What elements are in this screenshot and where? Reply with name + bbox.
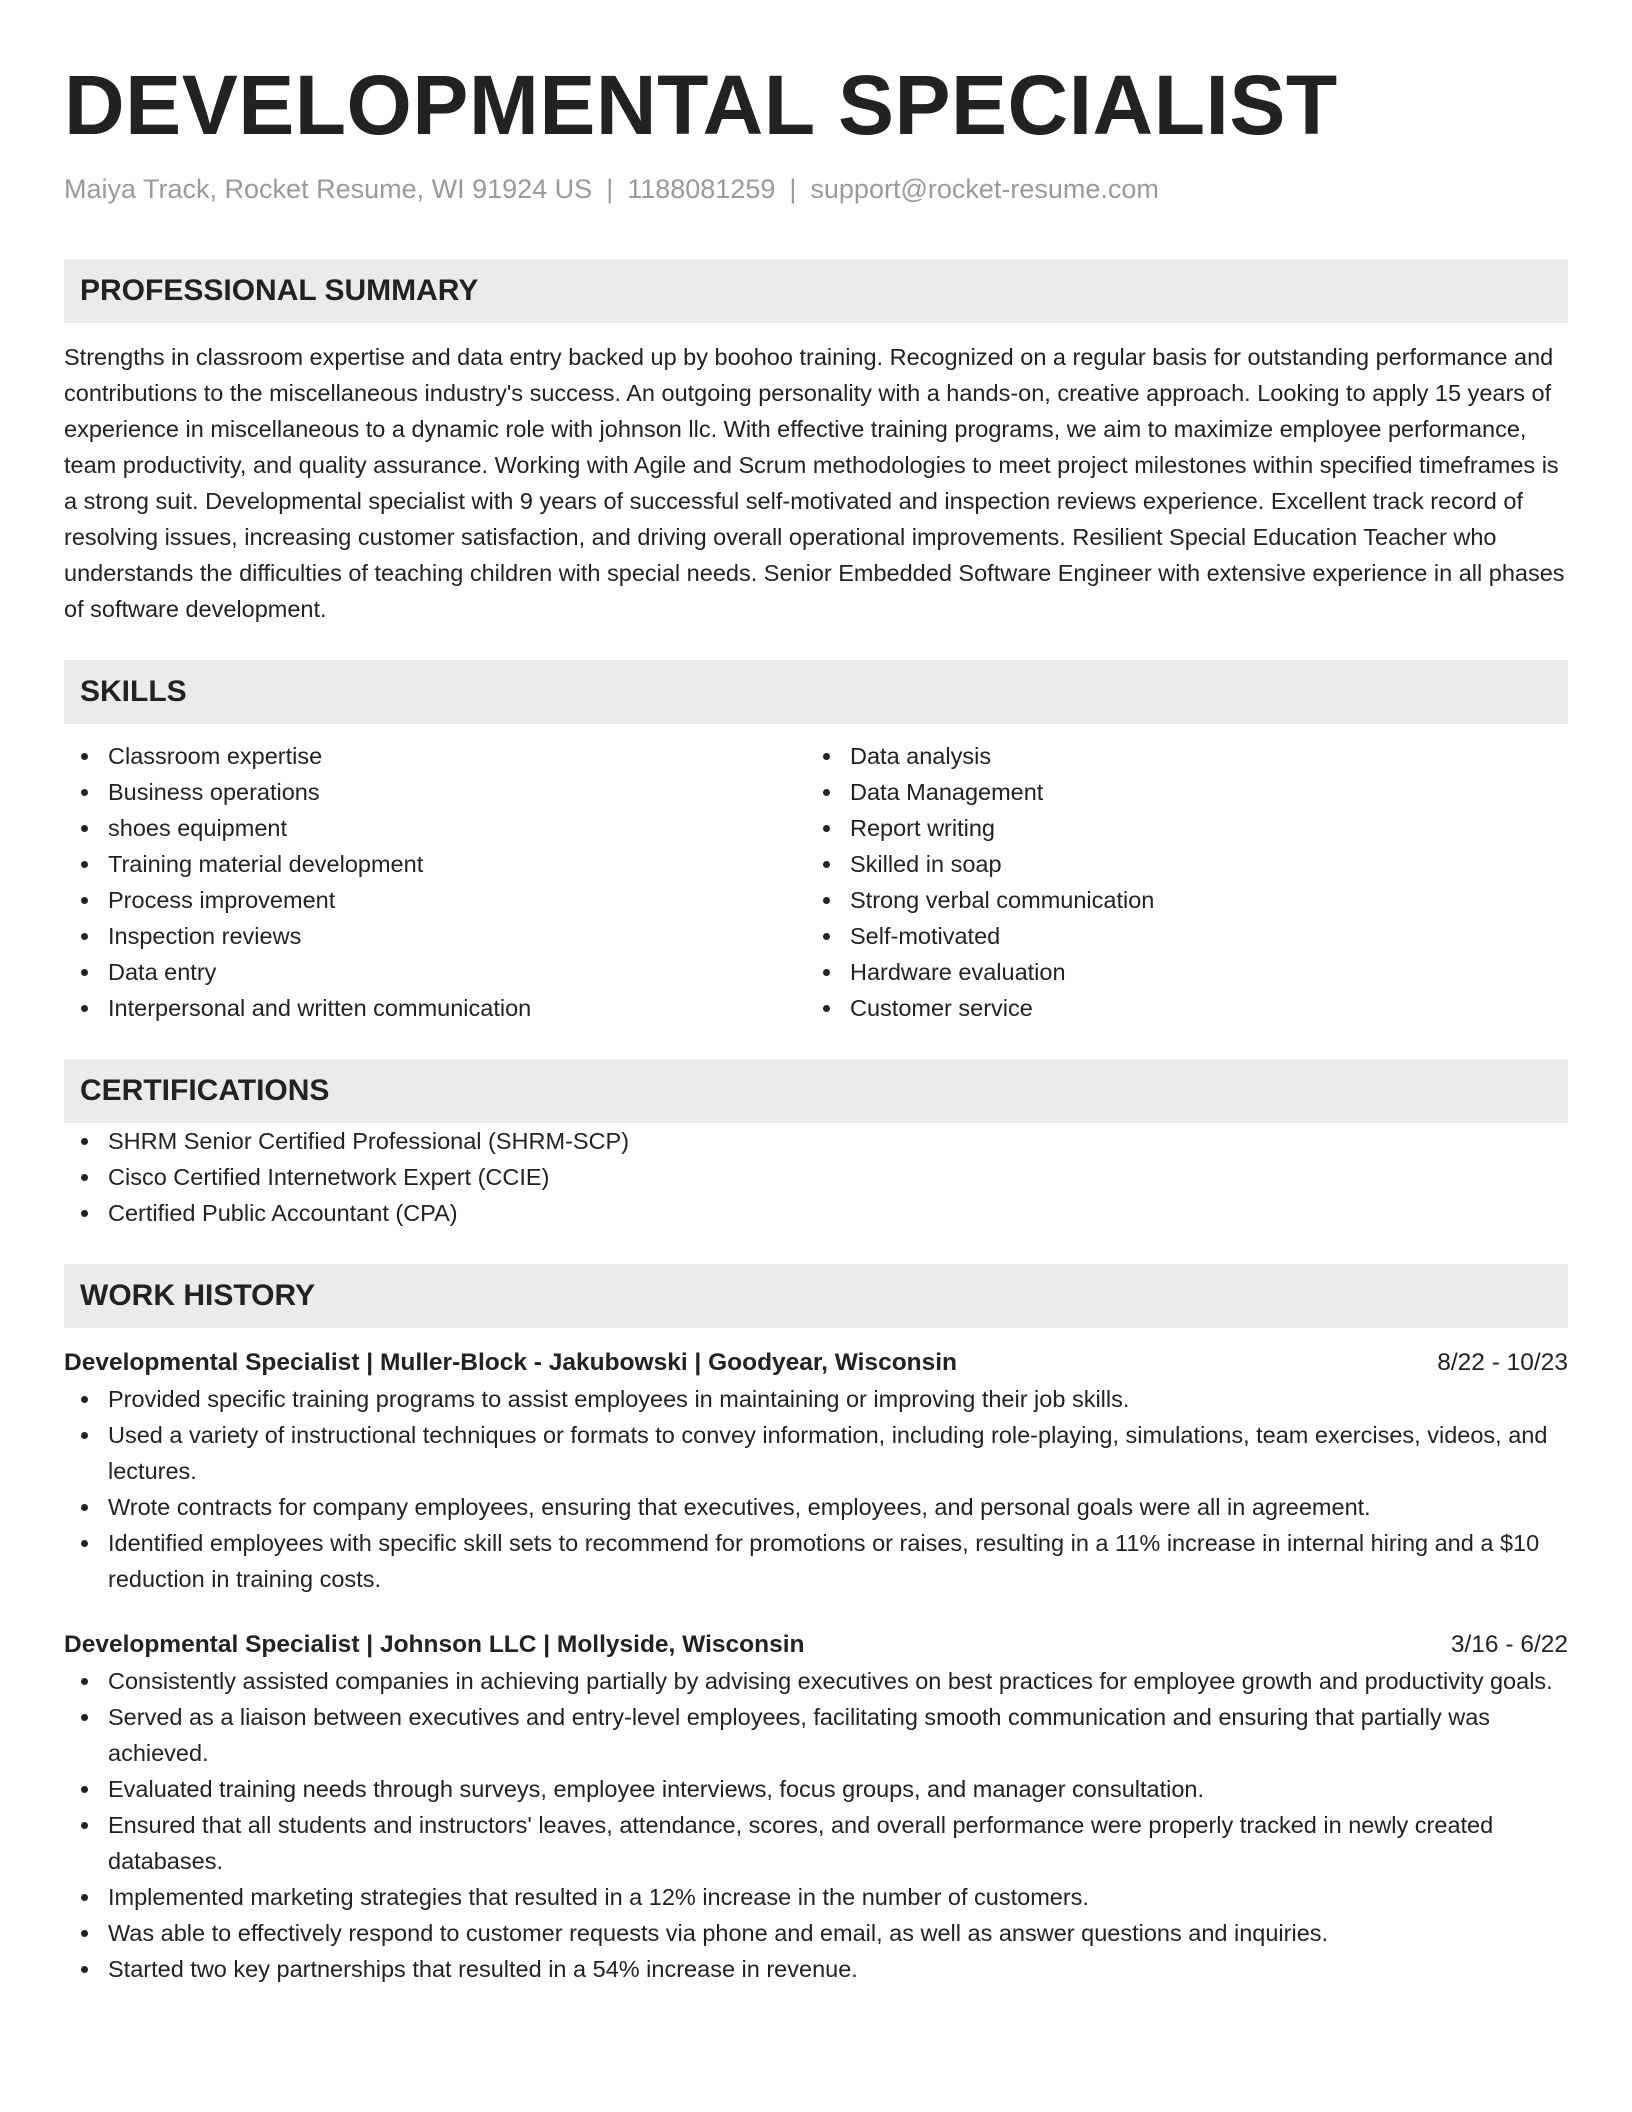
work-history-section-header (64, 1264, 1568, 1328)
job-bullet: Used a variety of instructional techniques or formats to convey information, including role-playing, simulations, team exercises, videos, and lectures. (64, 1417, 1568, 1489)
job-bullet: Served as a liaison between executives and entry-level employees, facilitating smooth communication and ensuring that partially was achieved. (64, 1699, 1568, 1771)
certification-item: SHRM Senior Certified Professional (SHRM-SCP) (64, 1123, 1568, 1159)
contact-line (64, 171, 1568, 207)
contact-separator: | (606, 174, 614, 204)
skill-item: Process improvement (64, 882, 806, 918)
job-entry (64, 1627, 1568, 1987)
certification-item: Certified Public Accountant (CPA) (64, 1195, 1568, 1231)
skill-item: Classroom expertise (64, 738, 806, 774)
skills-heading: SKILLS (80, 675, 187, 708)
contact-email: support@rocket-resume.com (810, 174, 1159, 204)
job-entry (64, 1345, 1568, 1597)
job-header (64, 1345, 1568, 1381)
job-bullet: Wrote contracts for company employees, ensuring that executives, employees, and personal goals were all in agreement. (64, 1489, 1568, 1525)
job-bullet-list (64, 1381, 1568, 1597)
skill-item: Inspection reviews (64, 918, 806, 954)
contact-phone: 1188081259 (627, 174, 776, 204)
job-bullet: Ensured that all students and instructors' leaves, attendance, scores, and overall performance were properly tracked in newly created databases. (64, 1807, 1568, 1879)
skill-item: Strong verbal communication (806, 882, 1548, 918)
job-title: Developmental Specialist | Muller-Block - Jakubowski | Goodyear, Wisconsin (64, 1349, 958, 1376)
skill-item: Hardware evaluation (806, 954, 1548, 990)
job-dates: 8/22 - 10/23 (1437, 1349, 1568, 1376)
skill-item: shoes equipment (64, 810, 806, 846)
summary-heading: PROFESSIONAL SUMMARY (80, 274, 479, 307)
skill-item: Data Management (806, 774, 1548, 810)
summary-section-header (64, 259, 1568, 323)
certifications-section-header (64, 1059, 1568, 1123)
job-bullet: Started two key partnerships that resulted in a 54% increase in revenue. (64, 1951, 1568, 1987)
skill-item: Data analysis (806, 738, 1548, 774)
skill-item: Skilled in soap (806, 846, 1548, 882)
job-dates: 3/16 - 6/22 (1450, 1631, 1568, 1658)
contact-separator: | (789, 174, 797, 204)
resume-name-title: DEVELOPMENTAL SPECIALIST (64, 58, 1338, 152)
work-history-heading: WORK HISTORY (80, 1279, 316, 1312)
job-bullet: Evaluated training needs through surveys, employee interviews, focus groups, and manager consultation. (64, 1771, 1568, 1807)
skills-section-header (64, 660, 1568, 724)
skill-item: Customer service (806, 990, 1548, 1026)
skills-list-left (64, 738, 806, 1026)
job-bullet: Provided specific training programs to assist employees in maintaining or improving their job skills. (64, 1381, 1568, 1417)
certifications-list (64, 1123, 1568, 1231)
certification-item: Cisco Certified Internetwork Expert (CCIE) (64, 1159, 1568, 1195)
skill-item: Report writing (806, 810, 1548, 846)
job-bullet: Consistently assisted companies in achieving partially by advising executives on best practices for employee growth and productivity goals. (64, 1663, 1568, 1699)
skill-item: Business operations (64, 774, 806, 810)
skills-list-right (806, 738, 1548, 1026)
job-bullet: Identified employees with specific skill sets to recommend for promotions or raises, resulting in a 11% increase in internal hiring and a $10 reduction in training costs. (64, 1525, 1568, 1597)
contact-address: Maiya Track, Rocket Resume, WI 91924 US (64, 174, 593, 204)
skills-grid (64, 738, 1568, 1026)
job-title: Developmental Specialist | Johnson LLC | Mollyside, Wisconsin (64, 1631, 805, 1658)
skill-item: Self-motivated (806, 918, 1548, 954)
skill-item: Interpersonal and written communication (64, 990, 806, 1026)
job-bullet-list (64, 1663, 1568, 1987)
summary-text: Strengths in classroom expertise and data entry backed up by boohoo training. Recognized on a regular basis for outstanding performance and contributions to the miscellaneous industry's success. An outgoing personality with a hands-on, creative approach. Looking to apply 15 years of experience in miscellaneous to a dynamic role with johnson llc. With effective training programs, we aim to maximize employee performance, team productivity, and quality assurance. Working with Agile and Scrum methodologies to meet project milestones within specified timeframes is a strong suit. Developmental specialist with 9 years of successful self-motivated and inspection reviews experience. Excellent track record of resolving issues, increasing customer satisfaction, and driving overall operational improvements. Resilient Special Education Teacher who understands the difficulties of teaching children with special needs. Senior Embedded Software Engineer with extensive experience in all phases of software development. (64, 344, 1565, 622)
skill-item: Data entry (64, 954, 806, 990)
skill-item: Training material development (64, 846, 806, 882)
job-bullet: Was able to effectively respond to customer requests via phone and email, as well as answer questions and inquiries. (64, 1915, 1568, 1951)
job-bullet: Implemented marketing strategies that resulted in a 12% increase in the number of customers. (64, 1879, 1568, 1915)
job-header (64, 1627, 1568, 1663)
certifications-heading: CERTIFICATIONS (80, 1074, 330, 1107)
